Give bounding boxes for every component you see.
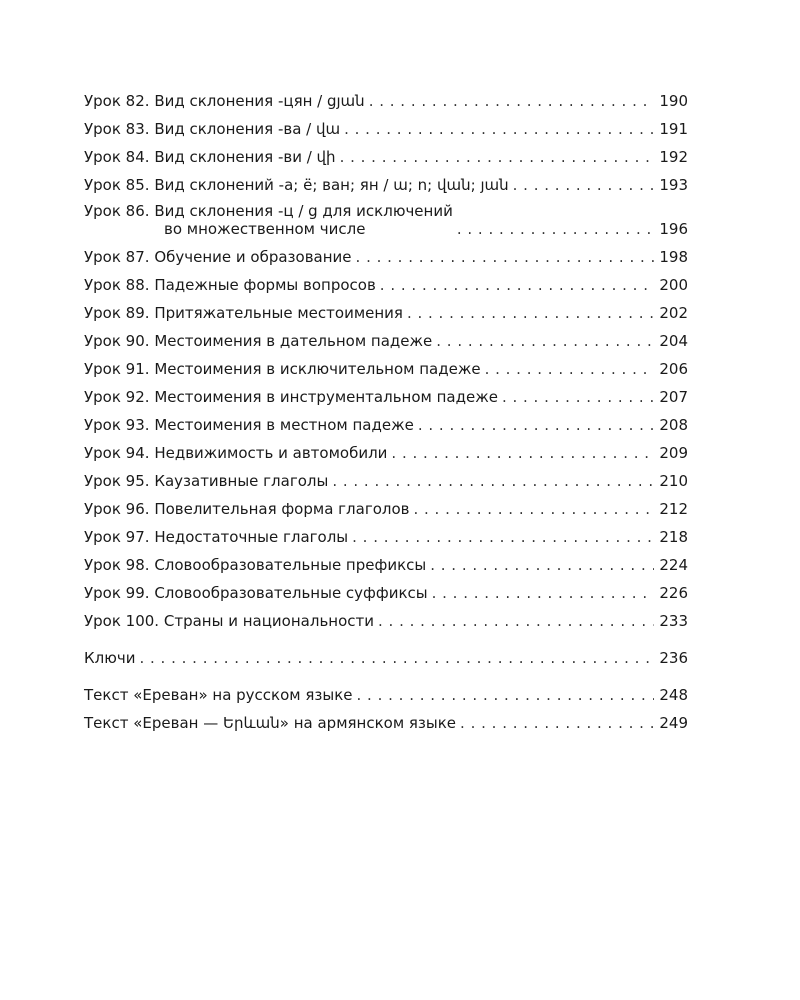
toc-page-number: 193 (659, 176, 688, 194)
dot-leader (352, 528, 654, 548)
toc-page-number: 212 (659, 500, 688, 518)
toc-entry-label: Урок 96. Повелительная форма глаголов (84, 500, 410, 518)
dot-leader (436, 332, 654, 352)
dot-leader (356, 248, 654, 268)
toc-page-number: 200 (659, 276, 688, 294)
toc-entry-label: Урок 94. Недвижимость и автомобили (84, 444, 388, 462)
toc-entry-label: Урок 85. Вид склонений -а; ё; ван; ян / ա; ո; վան; յան (84, 176, 509, 194)
dot-leader (139, 649, 654, 669)
toc-entry-lesson-92[interactable] (84, 380, 688, 408)
toc-entry-lesson-97[interactable] (84, 520, 688, 548)
toc-entry-label: Текст «Ереван — Երևան» на армянском языке (84, 714, 457, 732)
toc-entry-label: Урок 98. Словообразовательные префиксы (84, 556, 427, 574)
dot-leader (460, 714, 654, 734)
toc-entry-label: Урок 82. Вид склонения -цян / ցյան (84, 92, 365, 110)
toc-entry-lesson-96[interactable] (84, 492, 688, 520)
toc-page-number: 233 (659, 612, 688, 630)
toc-page-number: 226 (659, 584, 688, 602)
toc-entry-label: Урок 95. Каузативные глаголы (84, 472, 329, 490)
dot-leader (344, 120, 654, 140)
dot-leader (332, 472, 654, 492)
toc-entry-lesson-91[interactable] (84, 352, 688, 380)
dot-leader (369, 92, 654, 112)
toc-page-number: 249 (659, 714, 688, 732)
toc-entry-lesson-86[interactable] (84, 196, 688, 240)
toc-page-number: 248 (659, 686, 688, 704)
dot-leader (485, 360, 654, 380)
toc-entry-lesson-87[interactable] (84, 240, 688, 268)
toc-entry-label: Урок 92. Местоимения в инструментальном падеже (84, 388, 498, 406)
toc-entry-label: Урок 87. Обучение и образование (84, 248, 352, 266)
toc-entry-text-russian[interactable] (84, 678, 688, 706)
toc-page-number: 210 (659, 472, 688, 490)
dot-leader (357, 686, 654, 706)
dot-leader (430, 556, 654, 576)
toc-entry-lesson-88[interactable] (84, 268, 688, 296)
dot-leader (418, 416, 654, 436)
dot-leader (413, 500, 654, 520)
toc-entry-label: Урок 84. Вид склонения -ви / վի (84, 148, 336, 166)
toc-entry-label: Урок 90. Местоимения в дательном падеже (84, 332, 433, 350)
toc-entry-label: Ключи (84, 649, 136, 667)
toc-entry-label: Урок 99. Словообразовательные суффиксы (84, 584, 428, 602)
toc-entry-lesson-85[interactable] (84, 168, 688, 196)
toc-entry-lesson-93[interactable] (84, 408, 688, 436)
toc-entry-label: Урок 100. Страны и национальности (84, 612, 374, 630)
toc-entry-label: Урок 89. Притяжательные местоимения (84, 304, 403, 322)
toc-entry-lesson-89[interactable] (84, 296, 688, 324)
toc-page-number: 196 (659, 220, 688, 238)
toc-page-number: 236 (659, 649, 688, 667)
toc-entry-lesson-84[interactable] (84, 140, 688, 168)
toc-entry-label: Урок 86. Вид склонения -ц / ց для исключений во множественном числе (84, 202, 453, 238)
toc-entry-lesson-83[interactable] (84, 112, 688, 140)
dot-leader (340, 148, 654, 168)
dot-leader (391, 444, 654, 464)
toc-entry-label: Текст «Ереван» на русском языке (84, 686, 353, 704)
dot-leader (378, 612, 654, 632)
dot-leader (407, 304, 654, 324)
toc-entry-lesson-94[interactable] (84, 436, 688, 464)
dot-leader (513, 176, 654, 196)
toc-entry-lesson-82[interactable] (84, 84, 688, 112)
toc-page-number: 191 (659, 120, 688, 138)
toc-entry-label: Урок 91. Местоимения в исключительном падеже (84, 360, 481, 378)
toc-entry-lesson-99[interactable] (84, 576, 688, 604)
toc-entry-label: Урок 88. Падежные формы вопросов (84, 276, 376, 294)
toc-page-number: 202 (659, 304, 688, 322)
toc-entry-label: Урок 83. Вид склонения -ва / վա (84, 120, 341, 138)
toc-page-number: 207 (659, 388, 688, 406)
toc-entry-lesson-90[interactable] (84, 324, 688, 352)
toc-page-number: 218 (659, 528, 688, 546)
dot-leader (502, 388, 654, 408)
toc-page-number: 224 (659, 556, 688, 574)
dot-leader (457, 220, 654, 240)
table-of-contents (84, 84, 688, 734)
toc-entry-lesson-95[interactable] (84, 464, 688, 492)
toc-page-number: 198 (659, 248, 688, 266)
toc-entry-label: Урок 93. Местоимения в местном падеже (84, 416, 414, 434)
toc-page-number: 204 (659, 332, 688, 350)
toc-entry-text-armenian[interactable] (84, 706, 688, 734)
toc-page-number: 206 (659, 360, 688, 378)
dot-leader (432, 584, 654, 604)
toc-entry-lesson-98[interactable] (84, 548, 688, 576)
toc-entry-lesson-100[interactable] (84, 604, 688, 632)
toc-page-number: 190 (659, 92, 688, 110)
dot-leader (380, 276, 654, 296)
toc-page-number: 192 (659, 148, 688, 166)
toc-entry-label: Урок 97. Недостаточные глаголы (84, 528, 349, 546)
toc-entry-keys[interactable] (84, 641, 688, 669)
toc-page-number: 208 (659, 416, 688, 434)
toc-page-number: 209 (659, 444, 688, 462)
